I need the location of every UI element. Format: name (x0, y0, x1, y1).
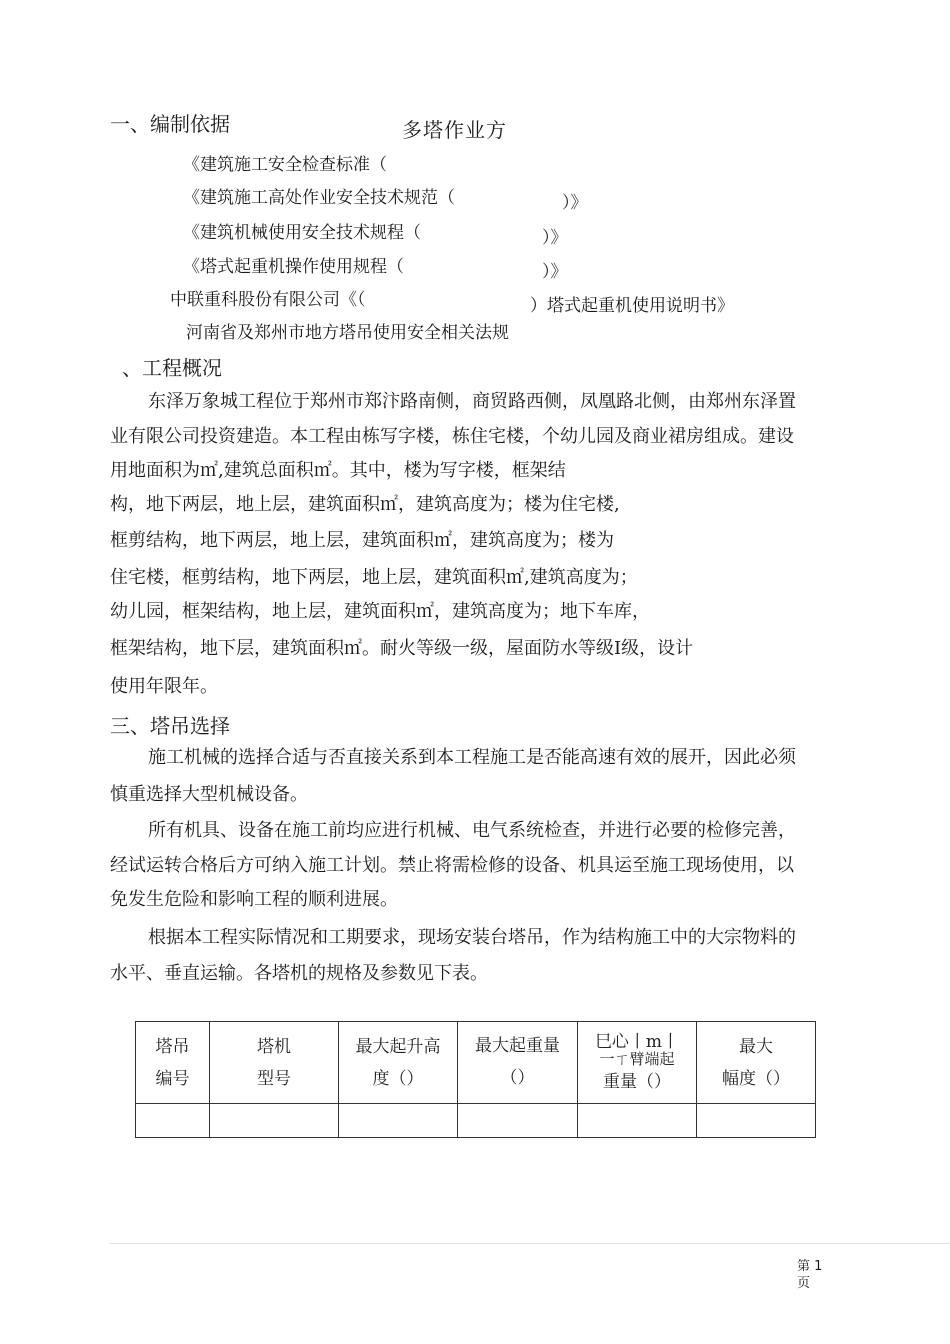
section1-heading: 一、编制依据 (110, 112, 230, 136)
header-crane-model: 塔机 型号 (210, 1022, 339, 1104)
reference-3: 《建筑机械使用安全技术规程（ (183, 223, 421, 243)
reference-2-tail: ）》 (562, 193, 588, 213)
paragraph-line: 框架结构，地下层，建筑面积㎡。耐火等级一级，屋面防水等级Ⅰ级，设计 (110, 638, 694, 659)
paragraph-line: 施工机械的选择合适与否直接关系到本工程施工是否能高速有效的展开，因此必须 (148, 747, 796, 768)
reference-1: 《建筑施工安全检查标准（ (183, 155, 387, 175)
paragraph-line: 水平、垂直运输。各塔机的规格及参数见下表。 (110, 963, 488, 984)
header-crane-number: 塔吊 编号 (136, 1022, 210, 1104)
document-title: 多塔作业方 (402, 118, 507, 142)
table-row (136, 1104, 816, 1138)
paragraph-line: 住宅楼，框剪结构，地下两层，地上层，建筑面积㎡,建筑高度为； (110, 567, 638, 588)
paragraph-line: 业有限公司投资建造。本工程由栋写字楼，栋住宅楼，个幼儿园及商业裙房组成。建设 (110, 426, 794, 447)
paragraph-line: 构，地下两层，地上层，建筑面积㎡，建筑高度为；楼为住宅楼, (110, 494, 620, 515)
tower-crane-spec-table (135, 1021, 816, 1138)
reference-4-tail: ）》 (542, 262, 568, 282)
reference-5: 中联重科股份有限公司《（ (170, 290, 366, 310)
paragraph-line: 幼儿园，框架结构，地上层，建筑面积㎡，建筑高度为；地下车库， (110, 601, 650, 622)
header-max-lift-height: 最大起升高 度（） (339, 1022, 458, 1104)
reference-3-tail: ）》 (542, 228, 568, 248)
footer-divider (110, 1243, 950, 1244)
section2-heading: 、工程概况 (122, 356, 222, 380)
header-max-radius: 最大 幅度（） (697, 1022, 816, 1104)
paragraph-line: 使用年限年。 (110, 676, 218, 697)
paragraph-line: 经试运转合格后方可纳入施工计划。禁止将需检修的设备、机具运至施工现场使用，以 (110, 855, 794, 876)
paragraph-line: 慎重选择大型机械设备。 (110, 784, 308, 805)
reference-5-tail: ）塔式起重机使用说明书》 (530, 296, 734, 316)
paragraph-line: 东泽万象城工程位于郑州市郑汴路南侧，商贸路西侧，凤凰路北侧，由郑州东泽置 (148, 391, 796, 412)
paragraph-line: 用地面积为㎡,建筑总面积㎡。其中，楼为写字楼，框架结 (110, 460, 566, 481)
page-number: 第 1 页 (797, 1259, 823, 1291)
header-tip-load: 巳心丨m丨 一ㄒ臂端起 重量（） (578, 1022, 697, 1104)
reference-6: 河南省及郑州市地方塔吊使用安全相关法规 (186, 323, 509, 343)
section3-heading: 三、塔吊选择 (110, 714, 230, 738)
reference-2: 《建筑施工高处作业安全技术规范（ (183, 188, 455, 208)
paragraph-line: 所有机具、设备在施工前均应进行机械、电气系统检查，并进行必要的检修完善， (148, 820, 796, 841)
paragraph-line: 框剪结构，地下两层，地上层，建筑面积㎡，建筑高度为；楼为 (110, 530, 614, 551)
paragraph-line: 免发生危险和影响工程的顺利进展。 (110, 889, 398, 910)
reference-4: 《塔式起重机操作使用规程（ (183, 257, 404, 277)
table-header-row (136, 1022, 816, 1104)
header-max-load: 最大起重量 （） (458, 1022, 578, 1104)
paragraph-line: 根据本工程实际情况和工期要求，现场安装台塔吊，作为结构施工中的大宗物料的 (148, 927, 796, 948)
